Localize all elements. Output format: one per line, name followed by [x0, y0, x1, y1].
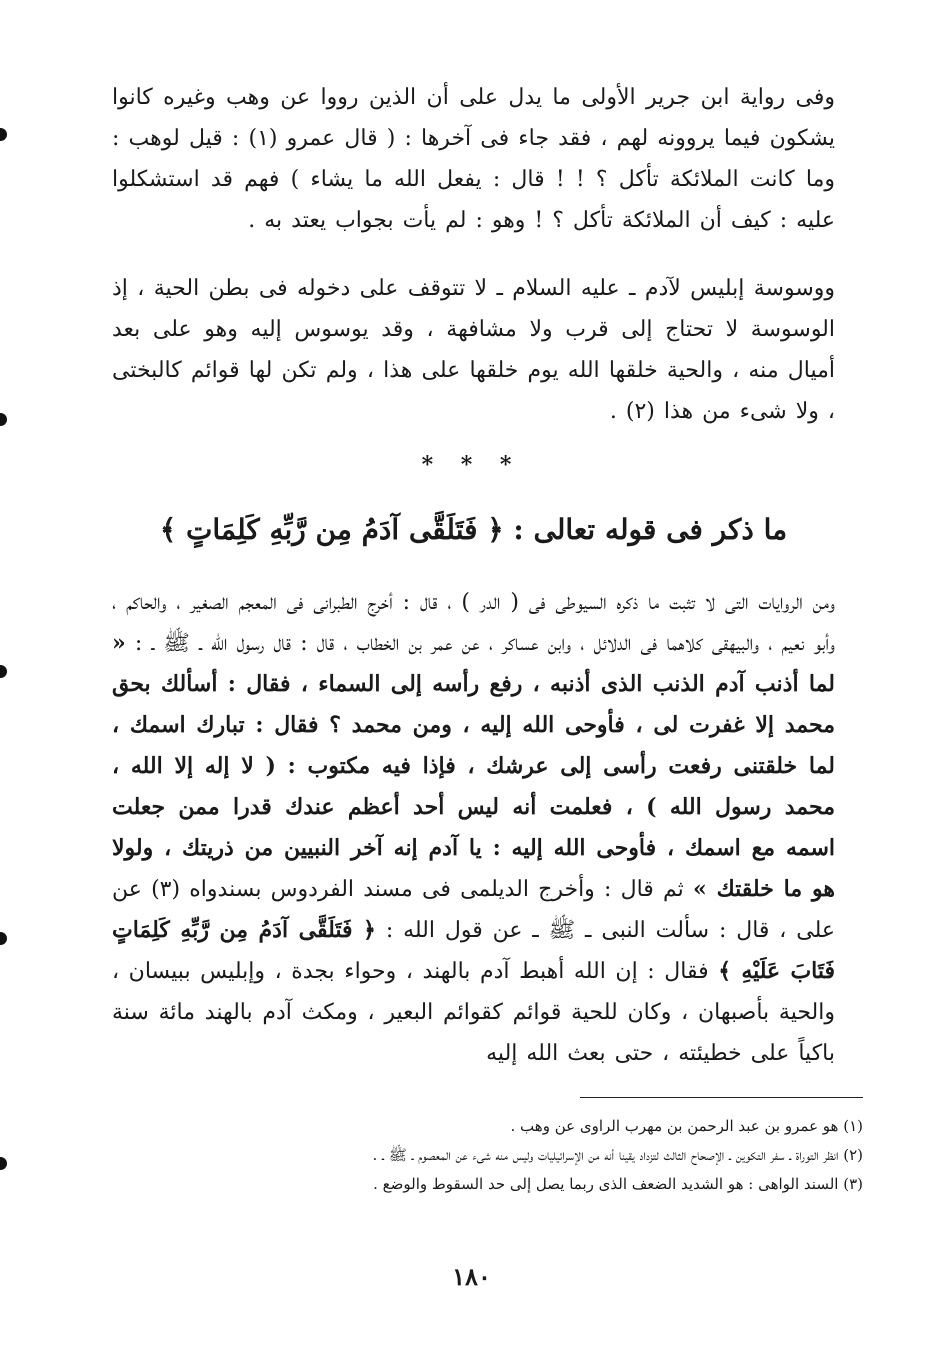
paragraph-1: [112, 77, 835, 241]
paragraph-3-continue: ثم قال : وأخرج الديلمى فى مسند الفردوس بسندواه (٣) عن على ، قال : سألت النبى ـ ﷺ ـ عن قول الله :: [112, 877, 835, 943]
section-heading: ما ذكر فى قوله تعالى : ﴿ فَتَلَقَّى آدَمُ مِن رَّبِّهِ كَلِمَاتٍ ﴾: [159, 513, 788, 546]
paragraph-3-text: [112, 582, 835, 1074]
paragraph-2: [112, 268, 835, 432]
paragraph-3-end: فقال : إن الله أهبط آدم بالهند ، وحواء بجدة ، وإبليس ببيسان ، والحية بأصبهان ، وكان للحية قوائم كقوائم البعير ، ومكث آدم بالهند مائة سنة باكياً على خطيئته ، حتى بعث الله إليه: [112, 959, 835, 1066]
hadith-quote: « لما أذنب آدم الذنب الذى أذنبه ، رفع رأسه إلى السماء ، فقال : أسألك بحق محمد إلا غفرت لى ، فأوحى الله إليه ، ومن محمد ؟ فقال : تبارك اسمك ، لما خلقتنى رفعت رأسى إلى عرشك ، فإذا فيه مكتوب : ( لا إله إلا الله ، محمد رسول الله ) ، فعلمت أنه ليس أحد أعظم عندك قدرا ممن جعلت اسمه مع اسمك ، فأوحى الله إليه : يا آدم إنه آخر النبيين من ذريتك ، ولولا هو ما خلقتك »: [112, 630, 835, 902]
paragraph-3-intro: ومن الروايات التى لا تثبت ما ذكره السيوطى فى ( الدر ) ، قال : أخرج الطبرانى فى المعجم الصغير ، والحاكم ، وأبو نعيم ، والبيهقى كلاهما فى الدلائل ، وابن عساكر ، عن عمر بن الخطاب ، قال : قال رسول الله ـ ﷺ ـ :: [112, 590, 835, 656]
footnote-1: (١) هو عمرو بن عبد الرحمن بن مهرب الراوى عن وهب .: [510, 1117, 863, 1135]
footnote-divider: [580, 1097, 863, 1098]
page-number: ١٨٠: [452, 1262, 491, 1291]
paragraph-3: [112, 582, 835, 1074]
binding-hole-mark: [0, 128, 7, 141]
quran-ayah: ﴿ فَتَلَقَّى آدَمُ مِن رَّبِّهِ كَلِمَاتٍ فَتَابَ عَلَيْهِ ﴾: [112, 917, 836, 984]
footnote-2: (٢) انظر التوراة ـ سفر التكوين ـ الإصحاح الثالث لتزداد يقينا أنه من الإسرائيليات وليس منه شىء عن المعصوم ـ ﷺ ـ .: [372, 1146, 863, 1164]
footnotes: [108, 1112, 863, 1199]
binding-hole-mark: [0, 1157, 7, 1170]
binding-hole-mark: [0, 665, 7, 678]
paragraph-1-text: وفى رواية ابن جرير الأولى ما يدل على أن الذين رووا عن وهب وغيره كانوا يشكون فيما يروونه لهم ، فقد جاء فى آخرها : ( قال عمرو (١) : قيل لوهب : وما كانت الملائكة تأكل ؟ ! ! قال : يفعل الله ما يشاء ) فهم قد استشكلوا عليه : كيف أن الملائكة تأكل ؟ ! وهو : لم يأت بجواب يعتد به .: [112, 85, 836, 233]
binding-hole-mark: [0, 932, 7, 945]
footnote-3: (٣) السند الواهى : هو الشديد الضعف الذى ربما يصل إلى حد السقوط والوضع .: [373, 1175, 863, 1193]
binding-hole-mark: [0, 413, 7, 426]
section-separator: * * *: [421, 452, 522, 478]
paragraph-2-text: ووسوسة إبليس لآدم ـ عليه السلام ـ لا تتوقف على دخوله فى بطن الحية ، إذ الوسوسة لا تحتاج إلى قرب ولا مشافهة ، وقد يوسوس إليه وهو على بعد أميال منه ، والحية خلقها الله يوم خلقها على هذا ، ولم تكن لها قوائم كالبختى ، ولا شىء من هذا (٢) .: [112, 276, 835, 424]
